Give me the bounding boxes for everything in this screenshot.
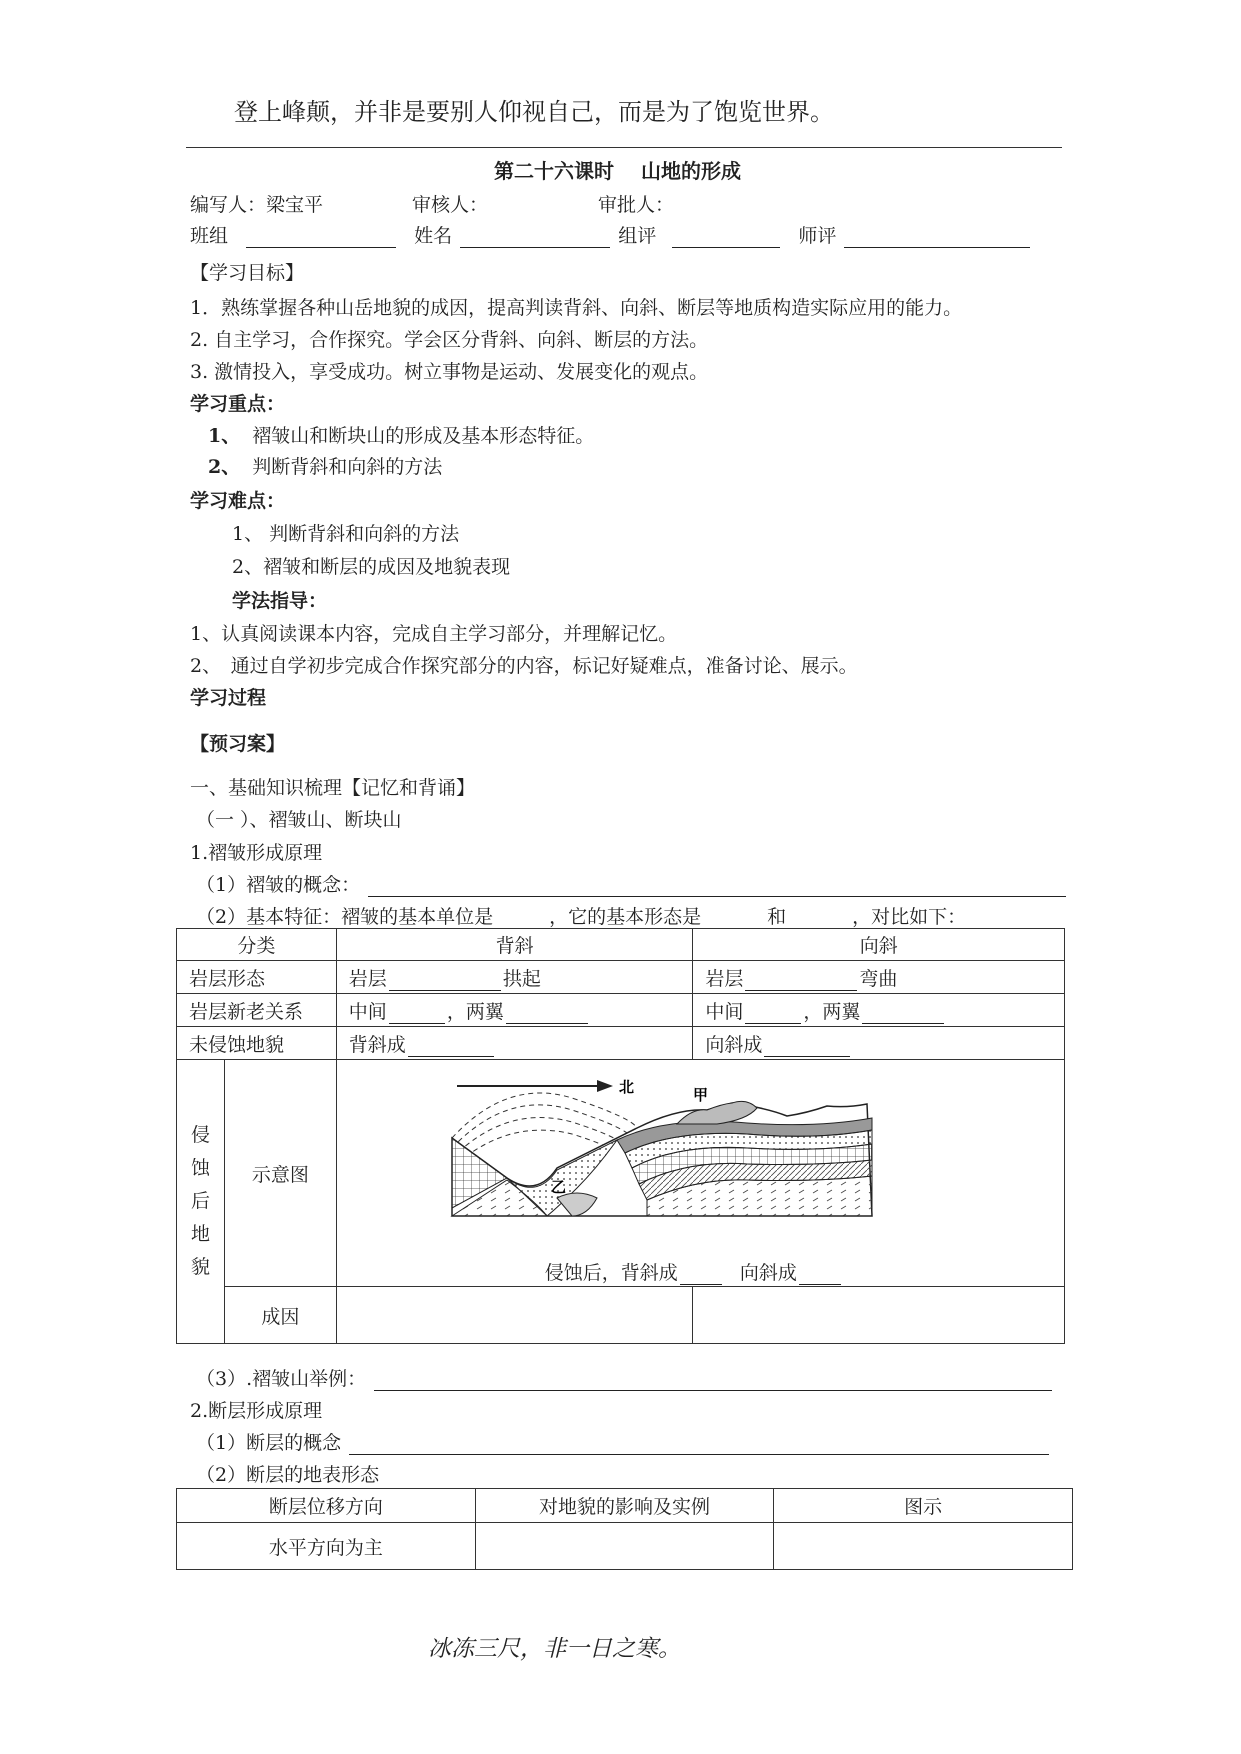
eroded-landform-label	[177, 1060, 225, 1344]
teacher-eval-label: 师评	[798, 225, 837, 247]
syncline-landform-cell	[693, 1027, 1065, 1060]
diagram-cell	[336, 1060, 1064, 1287]
syncline-landform-blank[interactable]	[764, 1036, 850, 1057]
key-points-heading: 学习重点：	[190, 393, 286, 415]
row-label-shape: 岩层形态	[177, 961, 337, 994]
difficulties-heading: 学习难点：	[190, 490, 286, 512]
north-arrow-head	[597, 1080, 613, 1092]
key-point-item	[208, 452, 442, 479]
fault-header-impact: 对地貌的影响及实例	[475, 1489, 774, 1523]
approver: 审批人：	[598, 194, 675, 216]
anticline-cause-cell[interactable]	[336, 1287, 693, 1344]
fault-header-direction: 断层位移方向	[177, 1489, 476, 1523]
footer-quote: 冰冻三尺，非一日之寒。	[428, 1636, 681, 1662]
key-point-text: 褶皱山和断块山的形成及基本形态特征。	[252, 425, 595, 447]
fault-row-impact[interactable]	[475, 1523, 774, 1570]
fold-concept-label: （1）褶皱的概念：	[196, 874, 361, 896]
fold-features-text: （2）基本特征：褶皱的基本单位是	[196, 906, 494, 928]
yi-label: 乙	[550, 1178, 566, 1196]
fold-cross-section-diagram	[447, 1068, 987, 1238]
caption-text: 侵蚀后，背斜成	[544, 1262, 678, 1284]
fault-concept-blank[interactable]	[349, 1434, 1049, 1455]
group-eval-blank[interactable]	[672, 227, 780, 248]
header-category: 分类	[177, 929, 337, 961]
cell-text: 岩层	[348, 967, 387, 990]
anticline-landform-cell	[336, 1027, 693, 1060]
anticline-shape-cell	[336, 961, 693, 994]
difficulty-item: 1、 判断背斜和向斜的方法	[232, 523, 460, 545]
label-char: 侵	[190, 1124, 210, 1146]
caption-syncline-blank[interactable]	[799, 1264, 841, 1285]
fold-form-blank-2[interactable]	[788, 908, 850, 929]
cell-text: ，两翼	[803, 1000, 861, 1023]
anticline-wings-blank[interactable]	[506, 1003, 588, 1024]
syncline-shape-blank[interactable]	[745, 970, 857, 991]
fold-concept-line	[196, 870, 1068, 897]
header-syncline: 向斜	[693, 929, 1065, 961]
anticline-age-cell	[336, 994, 693, 1027]
label-char: 貌	[190, 1256, 210, 1278]
fold-features-text: 和	[767, 906, 787, 928]
name-blank[interactable]	[460, 227, 610, 248]
goal-item: 2. 自主学习，合作探究。学会区分背斜、向斜、断层的方法。	[190, 329, 709, 351]
header-anticline: 背斜	[336, 929, 693, 961]
class-label: 班组	[190, 225, 229, 247]
cell-text: 弯曲	[859, 967, 898, 990]
syncline-cause-cell[interactable]	[693, 1287, 1065, 1344]
anticline-shape-blank[interactable]	[389, 970, 501, 991]
student-info-line	[190, 221, 1032, 248]
cell-text: 背斜成	[348, 1033, 406, 1056]
method-heading: 学法指导：	[232, 590, 328, 612]
fold-features-text: ，它的基本形态是	[549, 906, 702, 928]
north-label: 北	[618, 1078, 634, 1096]
fold-unit-blank[interactable]	[495, 908, 547, 929]
class-blank[interactable]	[246, 227, 396, 248]
method-item: 1、认真阅读课本内容，完成自主学习部分，并理解记忆。	[190, 623, 678, 645]
fault-table	[176, 1488, 1073, 1570]
label-char: 蚀	[190, 1157, 210, 1179]
section-heading: 一、基础知识梳理【记忆和背诵】	[190, 777, 476, 799]
cause-label: 成因	[224, 1287, 336, 1344]
syncline-shape-cell	[693, 961, 1065, 994]
preview-heading: 【预习案】	[190, 733, 286, 755]
writer: 编写人：梁宝平	[190, 194, 324, 216]
fold-example-line	[196, 1364, 1054, 1391]
cell-text: 拱起	[502, 967, 541, 990]
header-rule	[186, 147, 1062, 148]
cell-text: 岩层	[705, 967, 744, 990]
fault-header-figure: 图示	[774, 1489, 1073, 1523]
teacher-eval-blank[interactable]	[844, 227, 1030, 248]
diagram-label: 示意图	[224, 1060, 336, 1287]
label-char: 后	[190, 1190, 210, 1212]
fold-principle-heading: 1.褶皱形成原理	[190, 842, 323, 864]
fold-comparison-table	[176, 928, 1065, 1344]
fault-concept-line	[196, 1428, 1051, 1455]
label-char: 地	[190, 1223, 210, 1245]
row-label-landform: 未侵蚀地貌	[177, 1027, 337, 1060]
caption-text: 向斜成	[739, 1262, 797, 1284]
fold-features-line	[196, 902, 966, 929]
fault-form-heading: （2）断层的地表形态	[196, 1464, 380, 1486]
fold-concept-blank[interactable]	[368, 876, 1066, 897]
goals-heading: 【学习目标】	[190, 262, 305, 284]
difficulty-item: 2、褶皱和断层的成因及地貌表现	[232, 556, 511, 578]
syncline-wings-blank[interactable]	[862, 1003, 944, 1024]
subsection-heading: （一 ）、褶皱山、断块山	[196, 809, 402, 831]
syncline-middle-blank[interactable]	[745, 1003, 801, 1024]
goal-item: 3. 激情投入，享受成功。树立事物是运动、发展变化的观点。	[190, 361, 709, 383]
fault-row-figure[interactable]	[774, 1523, 1073, 1570]
anticline-middle-blank[interactable]	[389, 1003, 445, 1024]
page-title: 第二十六课时 山地的形成	[494, 159, 741, 183]
fault-row-direction: 水平方向为主	[177, 1523, 476, 1570]
group-eval-label: 组评	[618, 225, 657, 247]
key-point-text: 判断背斜和向斜的方法	[252, 456, 443, 478]
caption-anticline-blank[interactable]	[680, 1264, 722, 1285]
fold-features-text: ，对比如下：	[852, 906, 967, 928]
fold-example-label: （3）.褶皱山举例：	[196, 1368, 367, 1390]
cell-text: 向斜成	[705, 1033, 763, 1056]
cell-text: 中间	[348, 1000, 387, 1023]
anticline-landform-blank[interactable]	[408, 1036, 494, 1057]
key-point-num: 2、	[208, 456, 241, 478]
process-heading: 学习过程	[190, 687, 267, 709]
fault-principle-heading: 2.断层形成原理	[190, 1400, 323, 1422]
diagram-caption	[545, 1258, 843, 1285]
key-point-item	[208, 421, 594, 448]
header-quote: 登上峰颠，并非是要别人仰视自己，而是为了饱览世界。	[234, 98, 834, 126]
key-point-num: 1、	[208, 425, 241, 447]
fault-concept-label: （1）断层的概念	[196, 1432, 342, 1454]
syncline-age-cell	[693, 994, 1065, 1027]
fold-example-blank[interactable]	[374, 1370, 1052, 1391]
method-item: 2、 通过自学初步完成合作探究部分的内容，标记好疑难点，准备讨论、展示。	[190, 655, 858, 677]
row-label-age: 岩层新老关系	[177, 994, 337, 1027]
jia-label: 甲	[692, 1086, 708, 1104]
goal-item: 1．熟练掌握各种山岳地貌的成因，提高判读背斜、向斜、断层等地质构造实际应用的能力。	[190, 297, 963, 319]
fold-form-blank-1[interactable]	[703, 908, 765, 929]
cell-text: 中间	[705, 1000, 744, 1023]
name-label: 姓名	[414, 225, 453, 247]
cell-text: ，两翼	[446, 1000, 504, 1023]
reviewer: 审核人：	[412, 194, 489, 216]
